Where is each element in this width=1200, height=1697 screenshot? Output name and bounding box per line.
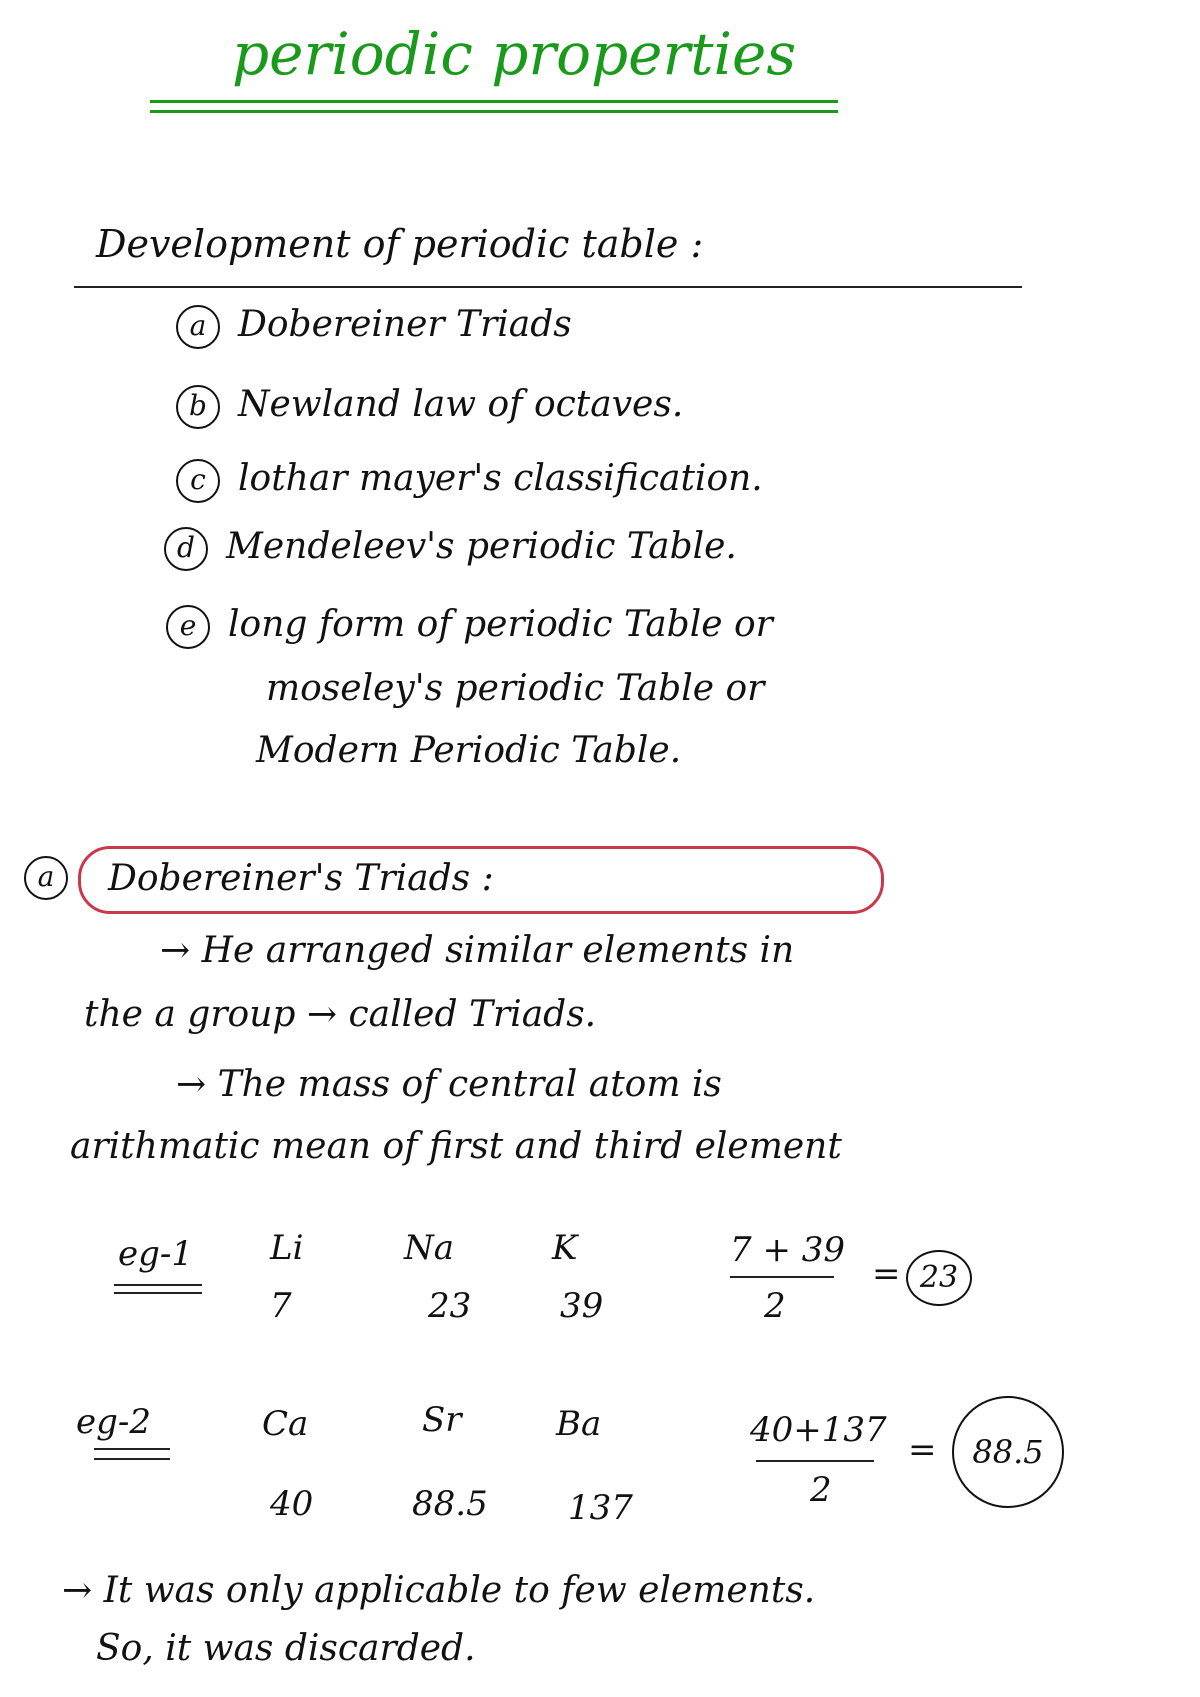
atomic-mass: 23	[428, 1286, 472, 1326]
fraction-denominator: 2	[810, 1470, 832, 1510]
example-label: eg-2	[76, 1402, 152, 1442]
fraction-numerator: 7 + 39	[730, 1230, 845, 1270]
element-symbol: Ca	[262, 1404, 309, 1444]
title-underline-2	[150, 110, 838, 113]
list-item	[176, 384, 683, 429]
equals-sign: =	[908, 1430, 937, 1470]
result-circle: 23	[906, 1250, 972, 1306]
paragraph-line: → He arranged similar elements in	[160, 930, 795, 971]
atomic-mass: 137	[568, 1488, 633, 1528]
atomic-mass: 7	[270, 1286, 292, 1326]
fraction-bar	[730, 1276, 834, 1278]
fraction-numerator: 40+137	[750, 1410, 887, 1450]
list-item-text: long form of periodic Table or	[228, 604, 773, 645]
paragraph-line: the a group → called Triads.	[84, 994, 597, 1035]
title-underline-1	[150, 100, 838, 103]
atomic-mass: 88.5	[412, 1484, 488, 1524]
list-item	[164, 526, 737, 571]
example-underline	[94, 1458, 170, 1460]
element-symbol: Sr	[422, 1400, 462, 1440]
list-item-text: Dobereiner Triads	[238, 304, 572, 345]
conclusion-line: So, it was discarded.	[96, 1628, 476, 1669]
list-item	[166, 604, 773, 649]
fraction-bar	[756, 1460, 874, 1462]
example-underline	[114, 1284, 202, 1286]
element-symbol: Li	[270, 1228, 304, 1268]
fraction-denominator: 2	[764, 1286, 786, 1326]
heading-rule	[74, 286, 1022, 288]
list-item-text: lothar mayer's classification.	[238, 458, 763, 499]
list-item-continuation: moseley's periodic Table or	[266, 668, 765, 709]
list-item-text: Mendeleev's periodic Table.	[226, 526, 737, 567]
element-symbol: Na	[404, 1228, 455, 1268]
example-underline	[94, 1448, 170, 1450]
list-badge: a	[176, 305, 220, 349]
example-underline	[114, 1292, 202, 1294]
list-item	[176, 304, 572, 349]
list-badge: b	[176, 385, 220, 429]
element-symbol: K	[552, 1228, 578, 1268]
atomic-mass: 39	[560, 1286, 604, 1326]
paragraph-line: → The mass of central atom is	[176, 1064, 722, 1105]
section-badge: a	[24, 856, 68, 900]
list-badge: e	[166, 605, 210, 649]
conclusion-line: → It was only applicable to few elements.	[62, 1570, 816, 1611]
list-badge: c	[176, 459, 220, 503]
section-badge-wrap	[24, 856, 68, 900]
list-item-text: Newland law of octaves.	[238, 384, 684, 425]
section-heading: Development of periodic table :	[96, 222, 704, 266]
result-circle: 88.5	[952, 1396, 1064, 1508]
list-badge: d	[164, 527, 208, 571]
paragraph-line: arithmatic mean of first and third element	[70, 1126, 842, 1167]
element-symbol: Ba	[556, 1404, 602, 1444]
list-item	[176, 458, 763, 503]
page-title: periodic properties	[232, 20, 797, 88]
list-item-continuation: Modern Periodic Table.	[256, 730, 682, 771]
example-label: eg-1	[118, 1234, 194, 1274]
atomic-mass: 40	[270, 1484, 314, 1524]
section-title: Dobereiner's Triads :	[108, 858, 494, 899]
equals-sign: =	[872, 1254, 901, 1294]
